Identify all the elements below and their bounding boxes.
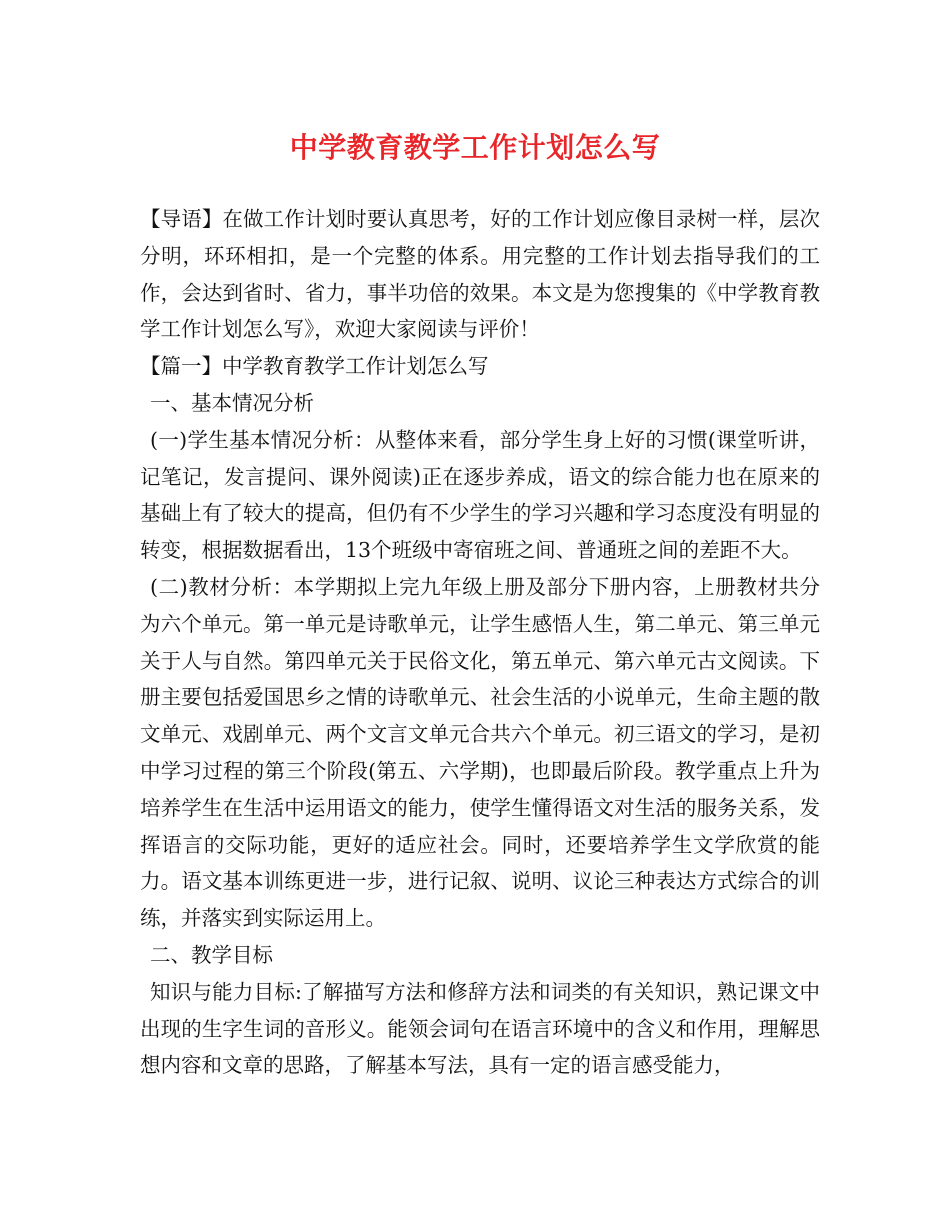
knowledge-ability-goal-paragraph: 知识与能力目标:了解描写方法和修辞方法和词类的有关知识，熟记课文中出现的生字生词的音形义。能领会词句在语言环境中的含义和作用，理解思想内容和文章的思路，了解基本写法，具有一定的语言感受能力， xyxy=(140,979,820,1078)
section-heading-part-one: 【篇一】中学教育教学工作计划怎么写 xyxy=(140,354,489,379)
document-title: 中学教育教学工作计划怎么写 xyxy=(289,131,661,164)
heading-teaching-goals: 二、教学目标 xyxy=(150,942,273,967)
heading-basic-situation: 一、基本情况分析 xyxy=(150,390,314,415)
textbook-analysis-paragraph: (二)教材分析：本学期拟上完九年级上册及部分下册内容，上册教材共分为六个单元。第一单元是诗歌单元，让学生感悟人生，第二单元、第三单元关于人与自然。第四单元关于民俗文化，第五单元、第六单元古文阅读。下册主要包括爱国思乡之情的诗歌单元、社会生活的小说单元，生命主题的散文单元、戏剧单元、两个文言文单元合共六个单元。初三语文的学习，是初中学习过程的第三个阶段(第五、六学期)，也即最后阶段。教学重点上升为培养学生在生活中运用语文的能力，使学生懂得语文对生活的服务关系，发挥语言的交际功能，更好的适应社会。同时，还要培养学生文学欣赏的能力。语文基本训练更进一步，进行记叙、说明、议论三种表达方式综合的训练，并落实到实际运用上。 xyxy=(140,574,820,931)
document-body xyxy=(140,201,820,1084)
student-analysis-paragraph: (一)学生基本情况分析：从整体来看，部分学生身上好的习惯(课堂听讲，记笔记，发言提问、课外阅读)正在逐步养成，语文的综合能力也在原来的基础上有了较大的提高，但仍有不少学生的学习兴趣和学习态度没有明显的转变，根据数据看出，13个班级中寄宿班之间、普通班之间的差距不大。 xyxy=(140,427,820,563)
intro-paragraph: 【导语】在做工作计划时要认真思考，好的工作计划应像目录树一样，层次分明，环环相扣，是一个完整的体系。用完整的工作计划去指导我们的工作，会达到省时、省力，事半功倍的效果。本文是为您搜集的《中学教育教学工作计划怎么写》，欢迎大家阅读与评价！ xyxy=(140,207,820,342)
